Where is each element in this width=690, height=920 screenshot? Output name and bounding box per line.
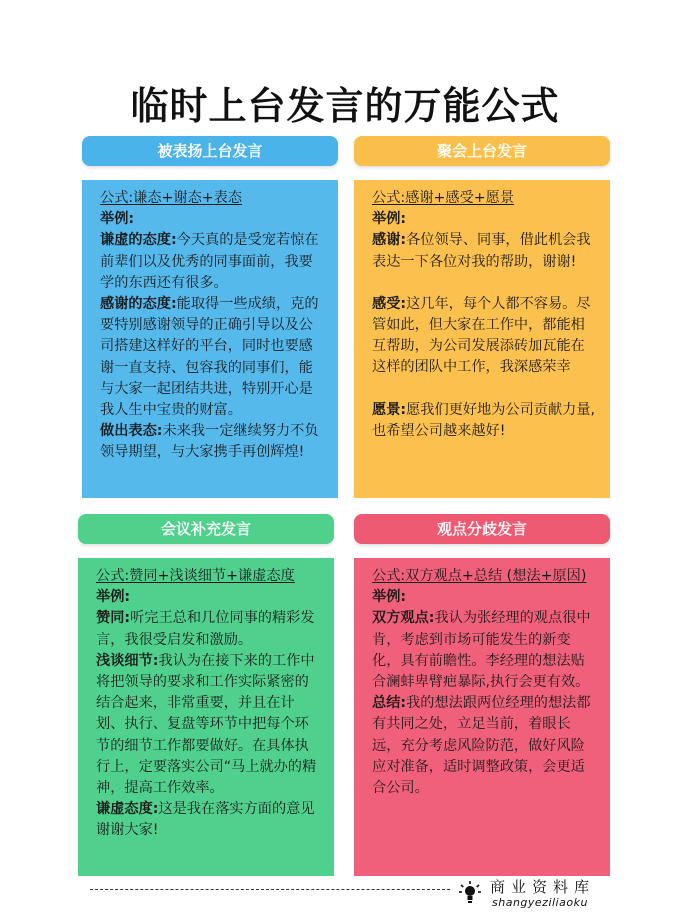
item-paragraph [100, 230, 326, 294]
item-text: 愿我们更好地为公司贡献力量,也希望公司越来越好! [372, 401, 596, 439]
item-label: 感受: [372, 295, 407, 312]
item-paragraph [96, 799, 322, 841]
formula-text: 公式:谦态+谢态+表态 [100, 190, 243, 206]
item-text: 今天真的是受宠若惊在前辈们以及优秀的同事面前，我要学的东西还有很多。 [100, 232, 319, 291]
item-label: 做出表态: [100, 423, 163, 440]
example-label: 举例: [372, 589, 407, 606]
item-text: 未来我一定继续努力不负领导期望，与大家携手再创辉煌! [100, 423, 319, 461]
brand-logo-text: 商业资料库 [490, 878, 596, 896]
item-text: 我认为在接下来的工作中将把领导的要求和工作实际紧密的结合起来，非常重要，并且在计划、执行、复盘等环节中把每个环节的细节工作都要做好。在具体执行上，定要落实公司“马上就办的精神，提高工作效率。 [96, 652, 317, 797]
section-header-party: 聚会上台发言 [354, 136, 610, 166]
brand-logo-subtitle: shangyeziliaoku [492, 896, 588, 909]
example-label: 举例: [372, 211, 407, 228]
item-paragraph [96, 651, 322, 799]
item-text: 听完王总和几位同事的精彩发言，我很受启发和激励。 [96, 610, 315, 648]
item-text: 我的想法跟两位经理的想法都有共同之处，立足当前，着眼长远，充分考虑风险防范，做好风险应对准备，适时调整政策，会更适合公司。 [372, 695, 591, 797]
example-label: 举例: [96, 589, 131, 606]
section-header-meeting: 会议补充发言 [78, 514, 334, 544]
example-label: 举例: [100, 211, 135, 228]
section-body-meeting [78, 558, 334, 876]
item-text: 这几年，每个人都不容易。尽管如此，但大家在工作中，都能相互帮助，为公司发展添砖加瓦能在这样的团队中工作，我深感荣幸 [372, 295, 591, 376]
item-paragraph [372, 693, 598, 799]
item-paragraph [372, 230, 598, 272]
item-text: 我认为张经理的观点很中肯，考虑到市场可能发生的新变化，具有前瞻性。李经理的想法贴合澜蚌卑臂疤暴际,执行会更有效。 [372, 610, 591, 691]
page-title: 临时上台发言的万能公式 [130, 84, 560, 128]
section-body-praise [82, 180, 338, 498]
formula-text: 公式:赞同+浅谈细节+谦虚态度 [96, 568, 295, 584]
item-label: 谦虚的态度: [100, 232, 177, 249]
formula-text: 公式:感谢+感受+愿景 [372, 190, 515, 206]
item-text: 各位领导、同事，借此机会我表达一下各位对我的帮助，谢谢! [372, 232, 591, 270]
item-label: 谦虚态度: [96, 801, 159, 818]
formula-text: 公式:双方观点+总结 (想法+原因) [372, 568, 587, 584]
section-header-praise: 被表扬上台发言 [82, 136, 338, 166]
lightbulb-icon [458, 880, 482, 906]
footer-dashed-line [90, 889, 450, 890]
item-label: 愿景: [372, 401, 407, 418]
item-label: 赞同: [96, 610, 131, 627]
item-paragraph [100, 421, 326, 463]
section-header-disagreement: 观点分歧发言 [354, 514, 610, 544]
item-label: 感谢: [372, 232, 407, 249]
item-label: 浅谈细节: [96, 652, 159, 669]
item-paragraph [372, 608, 598, 693]
item-paragraph [96, 608, 322, 650]
section-body-party [354, 180, 610, 498]
item-text: 这是我在落实方面的意见谢谢大家! [96, 801, 315, 839]
item-label: 双方观点: [372, 610, 435, 627]
item-paragraph [372, 294, 598, 379]
item-label: 总结: [372, 695, 407, 712]
item-paragraph [372, 400, 598, 442]
item-paragraph [100, 294, 326, 421]
section-body-disagreement [354, 558, 610, 876]
item-label: 感谢的态度: [100, 296, 177, 313]
item-text: 能取得一些成绩，克的要特别感谢领导的正确引导以及公司搭建这样好的平台，同时也要感谢一直支持、包容我的同事们，能与大家一起团结共进，特别开心是我人生中宝贵的财富。 [100, 296, 319, 419]
